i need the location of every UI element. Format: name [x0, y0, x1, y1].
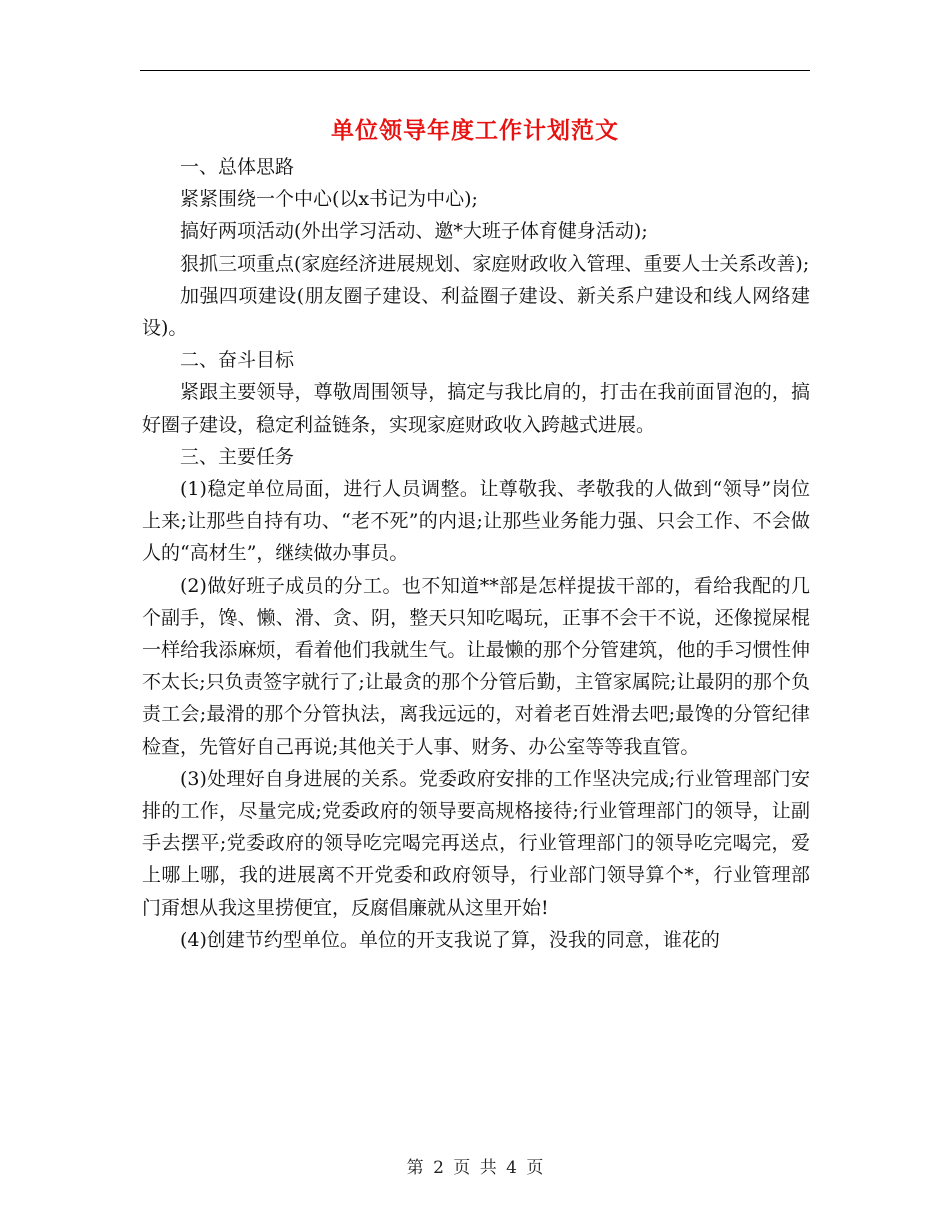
body-paragraph: (3)处理好自身进展的关系。党委政府安排的工作坚决完成;行业管理部门安排的工作，尽量完成;党委政府的领导要高规格接待;行业管理部门的领导，让副手去摆平;党委政府的领导吃完喝完再送点，行业管理部门的领导吃完喝完，爱上哪上哪，我的进展离不开党委和政府领导，行业部门领导算个*，行业管理部门甭想从我这里捞便宜，反腐倡廉就从这里开始!: [142, 767, 810, 919]
document-title: 单位领导年度工作计划范文: [331, 117, 619, 144]
header-rule: [140, 70, 810, 71]
body-paragraph: 加强四项建设(朋友圈子建设、利益圈子建设、新关系户建设和线人网络建设)。: [142, 284, 810, 340]
section-heading: 一、总体思路: [180, 156, 295, 178]
section-heading: 二、奋斗目标: [180, 349, 295, 372]
body-paragraph: 紧紧围绕一个中心(以x书记为中心);: [180, 188, 478, 211]
body-paragraph: 狠抓三项重点(家庭经济进展规划、家庭财政收入管理、重要人士关系改善);: [180, 252, 810, 275]
document-body: [142, 151, 810, 956]
page-footer: 第 2 页 共 4 页: [406, 1158, 544, 1178]
section-heading: 三、主要任务: [180, 445, 295, 468]
body-paragraph: 紧跟主要领导，尊敬周围领导，搞定与我比肩的，打击在我前面冒泡的，搞好圈子建设，稳定利益链条，实现家庭财政收入跨越式进展。: [142, 381, 810, 436]
body-paragraph: (1)稳定单位局面，进行人员调整。让尊敬我、孝敬我的人做到“领导”岗位上来;让那些自持有功、“老不死”的内退;让那些业务能力强、只会工作、不会做人的“高材生”，继续做办事员。: [142, 478, 810, 565]
body-paragraph: 搞好两项活动(外出学习活动、邀*大班子体育健身活动);: [180, 220, 648, 243]
body-paragraph: (4)创建节约型单位。单位的开支我说了算，没我的同意，谁花的: [180, 928, 720, 951]
body-paragraph: (2)做好班子成员的分工。也不知道**部是怎样提拔干部的，看给我配的几个副手，馋、懒、滑、贪、阴，整天只知吃喝玩，正事不会干不说，还像搅屎棍一样给我添麻烦，看着他们我就生气。让最懒的那个分管建筑，他的手习惯性伸不太长;只负责签字就行了;让最贪的那个分管后勤，主管家属院;让最阴的那个负责工会;最滑的那个分管执法，离我远远的，对着老百姓滑去吧;最馋的分管纪律检查，先管好自己再说;其他关于人事、财务、办公室等等我直管。: [142, 574, 810, 758]
